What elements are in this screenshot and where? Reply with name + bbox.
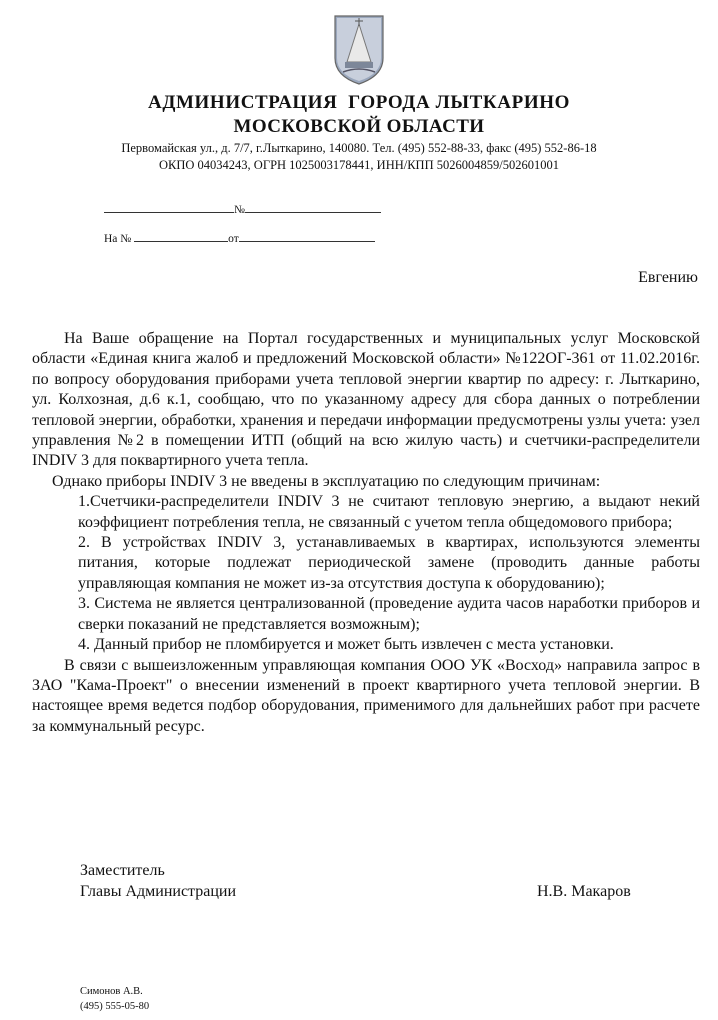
incoming-reference-line [104, 231, 375, 245]
executor-phone: (495) 555-05-80 [80, 1001, 150, 1012]
list-item: 3. Система не является централизованной (проведение аудита часов наработки приборов и сверки показаний не представляется возможным); [78, 595, 700, 633]
list-item: 4. Данный прибор не пломбируется и может быть извлечен с места установки. [78, 636, 614, 654]
from-label: от [228, 233, 239, 245]
signatory-name: Н.В. Макаров [537, 883, 631, 900]
org-name-line1: АДМИНИСТРАЦИЯ ГОРОДА ЛЫТКАРИНО [148, 92, 570, 113]
letter-body [32, 329, 700, 737]
executor-name: Симонов А.В. [80, 986, 143, 997]
org-codes: ОКПО 04034243, ОГРН 1025003178441, ИНН/КПП 5026004859/502601001 [159, 158, 559, 172]
number-blank [245, 202, 381, 213]
signatory-position-line2: Главы Администрации [80, 883, 237, 900]
outgoing-number-line [104, 202, 381, 216]
incoming-number-blank [134, 231, 228, 242]
org-name-line2: МОСКОВСКОЙ ОБЛАСТИ [233, 116, 485, 137]
list-item: 1.Счетчики-распределители INDIV 3 не считают тепловую энергию, а выдают некий коэффициент потребления тепла, не связанный с учетом тепла общедомового прибора; [78, 493, 700, 531]
city-coat-of-arms [333, 14, 385, 86]
signatory-position-line1: Заместитель [80, 862, 165, 879]
list-item: 2. В устройствах INDIV 3, устанавливаемых в квартирах, используются элементы питания, которые подлежат периодической замене (проводить данные работы управляющая компания не может из-за отсутствия доступа к оборудованию); [78, 534, 700, 592]
paragraph-reasons-intro: Однако приборы INDIV 3 не введены в эксплуатацию по следующим причинам: [52, 472, 601, 490]
reasons-list [32, 492, 700, 655]
incoming-date-blank [239, 231, 375, 242]
org-address: Первомайская ул., д. 7/7, г.Лыткарино, 140080. Тел. (495) 552-88-33, факс (495) 552-86-18 [121, 141, 597, 155]
paragraph-intro: На Ваше обращение на Портал государственных и муниципальных услуг Московской области «Единая книга жалоб и предложений Московской области» №122ОГ-361 от 11.02.2016г. по вопросу оборудования приборами учета тепловой энергии квартир по адресу: г. Лыткарино, ул. Колхозная, д.6 к.1, сообщаю, что по указанному адресу для сбора данных о потреблении тепловой энергии, обработки, хранения и передачи информации предусмотрены узлы учета: узел управления №2 в помещении ИТП (общий на всю жилую часть) и счетчики-распределители INDIV 3 для поквартирного учета тепла. [32, 330, 700, 470]
paragraph-conclusion: В связи с вышеизложенным управляющая компания ООО УК «Восход» направила запрос в ЗАО "Кама-Проект" о внесении изменений в проект квартирного учета тепловой энергии. В настоящее время ведется подбор оборудования, применимого для дальнейших работ при расчете за коммунальный ресурс. [32, 656, 700, 735]
on-number-label: На № [104, 233, 132, 245]
addressee: Евгению [638, 269, 698, 286]
date-blank [104, 202, 234, 213]
number-sign: № [234, 204, 245, 216]
